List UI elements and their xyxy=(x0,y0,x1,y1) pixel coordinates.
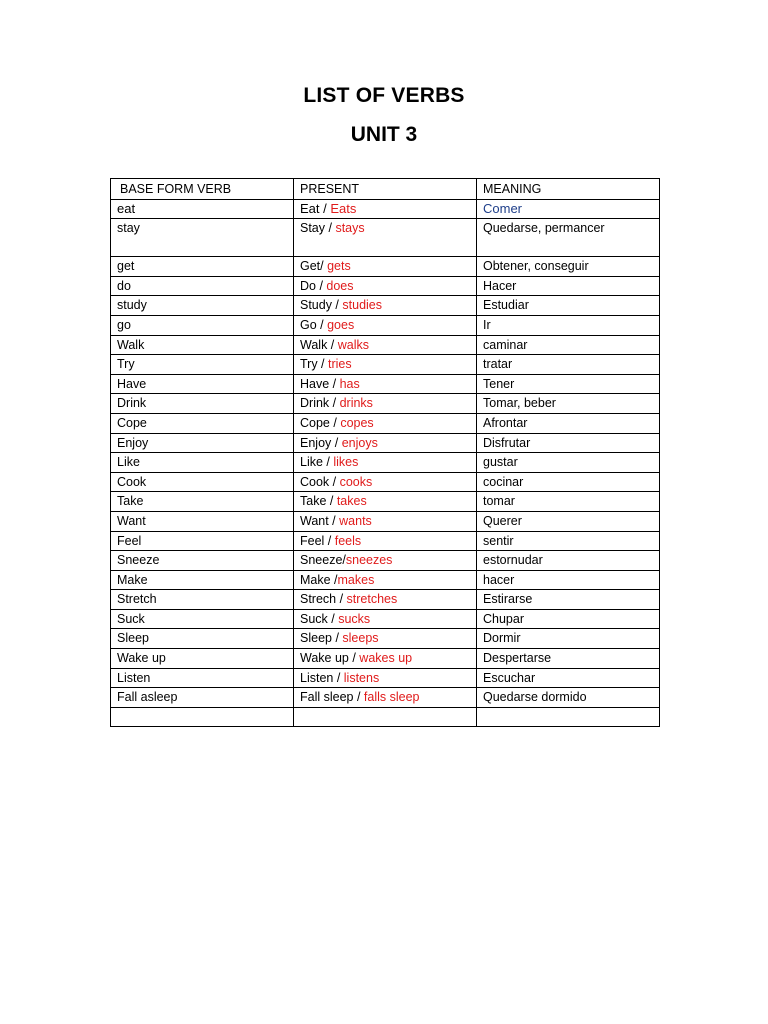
meaning-cell: Querer xyxy=(477,511,660,531)
present-third-person-text: wants xyxy=(339,513,372,528)
present-third-person-text: enjoys xyxy=(341,435,378,450)
base-form-cell: Cook xyxy=(111,472,294,492)
table-row xyxy=(111,688,660,708)
present-base-text: Try / xyxy=(300,357,329,372)
present-base-text: Like / xyxy=(300,455,334,470)
meaning-cell: cocinar xyxy=(477,472,660,492)
present-cell xyxy=(294,688,477,708)
meaning-cell: Tener xyxy=(477,374,660,394)
base-form-cell: do xyxy=(111,276,294,296)
present-base-text: Want / xyxy=(300,513,340,528)
present-cell xyxy=(294,551,477,571)
table-row xyxy=(111,219,660,257)
meaning-cell: Despertarse xyxy=(477,649,660,669)
present-cell xyxy=(294,296,477,316)
present-base-text: Fall sleep / xyxy=(300,690,364,705)
present-base-text: Enjoy / xyxy=(300,435,342,450)
meaning-cell: Dormir xyxy=(477,629,660,649)
table-row xyxy=(111,531,660,551)
table-row xyxy=(111,257,660,277)
table-row xyxy=(111,472,660,492)
base-form-cell: Stretch xyxy=(111,590,294,610)
base-form-cell: study xyxy=(111,296,294,316)
meaning-cell: Comer xyxy=(477,199,660,219)
base-form-cell: Wake up xyxy=(111,649,294,669)
present-cell xyxy=(294,335,477,355)
present-base-text: Cook / xyxy=(300,474,340,489)
meaning-cell: Tomar, beber xyxy=(477,394,660,414)
present-base-text: Cope / xyxy=(300,415,341,430)
base-form-cell: Make xyxy=(111,570,294,590)
present-third-person-text: sleeps xyxy=(342,631,379,646)
present-third-person-text: falls sleep xyxy=(363,690,420,705)
base-form-cell: eat xyxy=(111,199,294,219)
meaning-cell: hacer xyxy=(477,570,660,590)
verb-table xyxy=(110,178,660,727)
present-base-text: Get/ xyxy=(300,259,328,274)
meaning-cell: Ir xyxy=(477,315,660,335)
present-cell xyxy=(294,276,477,296)
present-third-person-text: takes xyxy=(336,494,367,509)
present-cell xyxy=(294,355,477,375)
present-base-text: Feel / xyxy=(300,533,335,548)
present-base-text: Do / xyxy=(300,278,327,293)
present-third-person-text: goes xyxy=(327,317,355,332)
present-cell xyxy=(294,570,477,590)
base-form-cell: Sneeze xyxy=(111,551,294,571)
meaning-cell: Quedarse dormido xyxy=(477,688,660,708)
page-subtitle: UNIT 3 xyxy=(350,123,418,146)
table-row xyxy=(111,570,660,590)
base-form-cell: Have xyxy=(111,374,294,394)
table-row xyxy=(111,609,660,629)
present-base-text: Suck / xyxy=(300,611,339,626)
header-base-form: BASE FORM VERB xyxy=(111,179,294,200)
present-cell xyxy=(294,511,477,531)
present-cell xyxy=(294,219,477,257)
meaning-cell xyxy=(477,707,660,727)
base-form-cell: Suck xyxy=(111,609,294,629)
table-row xyxy=(111,668,660,688)
present-base-text: Sneeze/ xyxy=(300,553,346,568)
table-row xyxy=(111,374,660,394)
present-third-person-text: stays xyxy=(335,221,365,236)
present-base-text: Eat / xyxy=(300,200,331,216)
table-row xyxy=(111,315,660,335)
table-row xyxy=(111,296,660,316)
table-header-row xyxy=(111,179,660,200)
header-meaning: MEANING xyxy=(477,179,660,200)
table-row xyxy=(111,649,660,669)
present-base-text: Listen / xyxy=(300,670,344,685)
table-row xyxy=(111,199,660,219)
present-third-person-text: tries xyxy=(328,357,352,372)
present-cell xyxy=(294,707,477,727)
present-third-person-text: makes xyxy=(337,572,375,587)
present-third-person-text: cooks xyxy=(339,474,373,489)
table-row xyxy=(111,492,660,512)
present-cell xyxy=(294,609,477,629)
present-cell xyxy=(294,433,477,453)
present-cell xyxy=(294,629,477,649)
table-row xyxy=(111,413,660,433)
present-third-person-text: wakes up xyxy=(359,651,413,666)
table-row xyxy=(111,590,660,610)
present-base-text: Make / xyxy=(300,572,338,587)
table-row xyxy=(111,433,660,453)
meaning-cell: Hacer xyxy=(477,276,660,296)
present-cell xyxy=(294,472,477,492)
meaning-cell: Estudiar xyxy=(477,296,660,316)
present-cell xyxy=(294,590,477,610)
meaning-cell: Afrontar xyxy=(477,413,660,433)
table-row xyxy=(111,394,660,414)
present-third-person-text: listens xyxy=(343,670,380,685)
base-form-cell: get xyxy=(111,257,294,277)
present-base-text: Strech / xyxy=(300,592,347,607)
page-title: LIST OF VERBS xyxy=(303,84,465,107)
present-base-text: Take / xyxy=(300,494,337,509)
present-third-person-text: Eats xyxy=(330,200,357,216)
base-form-cell: Fall asleep xyxy=(111,688,294,708)
present-third-person-text: walks xyxy=(337,337,369,352)
base-form-cell: Walk xyxy=(111,335,294,355)
present-third-person-text: stretches xyxy=(346,592,398,607)
present-cell xyxy=(294,492,477,512)
table-row xyxy=(111,629,660,649)
present-cell xyxy=(294,374,477,394)
base-form-cell: Cope xyxy=(111,413,294,433)
present-third-person-text: does xyxy=(326,278,354,293)
present-cell xyxy=(294,394,477,414)
base-form-cell: Want xyxy=(111,511,294,531)
base-form-cell: Drink xyxy=(111,394,294,414)
present-base-text: Wake up / xyxy=(300,651,360,666)
verb-table-body xyxy=(111,199,660,727)
meaning-cell: gustar xyxy=(477,453,660,473)
present-base-text: Drink / xyxy=(300,396,340,411)
present-third-person-text: studies xyxy=(342,298,382,313)
base-form-cell: Listen xyxy=(111,668,294,688)
present-third-person-text: likes xyxy=(333,455,359,470)
base-form-cell: Enjoy xyxy=(111,433,294,453)
table-row xyxy=(111,511,660,531)
present-base-text: Study / xyxy=(300,298,343,313)
base-form-cell: Try xyxy=(111,355,294,375)
table-row xyxy=(111,551,660,571)
meaning-cell: sentir xyxy=(477,531,660,551)
table-row xyxy=(111,453,660,473)
present-third-person-text: copes xyxy=(340,415,374,430)
base-form-cell: Take xyxy=(111,492,294,512)
present-base-text: Walk / xyxy=(300,337,338,352)
present-base-text: Sleep / xyxy=(300,631,343,646)
present-third-person-text: sucks xyxy=(338,611,371,626)
present-cell xyxy=(294,453,477,473)
present-third-person-text: has xyxy=(339,376,360,391)
meaning-cell: Disfrutar xyxy=(477,433,660,453)
meaning-cell: tomar xyxy=(477,492,660,512)
meaning-cell: Quedarse, permancer xyxy=(477,219,660,257)
meaning-cell: Chupar xyxy=(477,609,660,629)
base-form-cell: go xyxy=(111,315,294,335)
meaning-cell: estornudar xyxy=(477,551,660,571)
present-cell xyxy=(294,531,477,551)
base-form-cell: Feel xyxy=(111,531,294,551)
present-third-person-text: sneezes xyxy=(345,553,393,568)
meaning-cell: caminar xyxy=(477,335,660,355)
base-form-cell xyxy=(111,707,294,727)
present-cell xyxy=(294,413,477,433)
meaning-cell: tratar xyxy=(477,355,660,375)
present-base-text: Stay / xyxy=(300,221,336,236)
table-row xyxy=(111,355,660,375)
base-form-cell: stay xyxy=(111,219,294,257)
present-third-person-text: gets xyxy=(327,259,351,274)
present-cell xyxy=(294,257,477,277)
present-third-person-text: drinks xyxy=(339,396,373,411)
base-form-cell: Sleep xyxy=(111,629,294,649)
table-row xyxy=(111,707,660,727)
present-cell xyxy=(294,199,477,219)
meaning-cell: Obtener, conseguir xyxy=(477,257,660,277)
meaning-cell: Estirarse xyxy=(477,590,660,610)
present-third-person-text: feels xyxy=(334,533,362,548)
present-cell xyxy=(294,668,477,688)
present-cell xyxy=(294,649,477,669)
present-base-text: Have / xyxy=(300,376,340,391)
table-row xyxy=(111,276,660,296)
present-cell xyxy=(294,315,477,335)
present-base-text: Go / xyxy=(300,317,328,332)
meaning-cell: Escuchar xyxy=(477,668,660,688)
table-row xyxy=(111,335,660,355)
header-present: PRESENT xyxy=(294,179,477,200)
base-form-cell: Like xyxy=(111,453,294,473)
